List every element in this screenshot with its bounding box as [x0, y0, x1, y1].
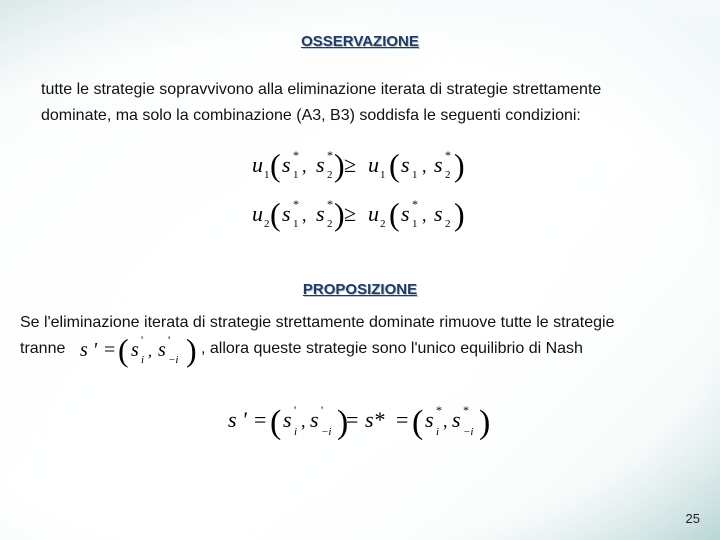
cond2-lparen: (: [270, 196, 281, 232]
cond2-geq: ≥: [344, 201, 357, 226]
cond2-r2: s: [434, 201, 443, 226]
cond2-comma: ,: [302, 205, 307, 225]
inline-b: s: [158, 339, 166, 361]
eq-b: s: [310, 407, 319, 432]
cond2-u: u: [252, 201, 263, 226]
cond1-r1: s: [401, 152, 410, 177]
cond1-s1-sup: *: [293, 148, 299, 162]
eq-star: s*: [365, 407, 385, 432]
cond1-u: u: [252, 152, 263, 177]
equilibrium-formula: [226, 398, 496, 444]
eq-lhs: s ': [228, 407, 247, 432]
observation-line-1: tutte le strategie sopravvivono alla eliminazione iterata di strategie strettamente: [41, 81, 602, 98]
eq-eq1: =: [254, 407, 267, 432]
proposition-line-1: Se l'eliminazione iterata di strategie strettamente dominate rimuove tutte le strategie: [20, 314, 615, 331]
cond1-lparen-right: (: [389, 147, 400, 183]
eq-d-sub: −i: [463, 426, 474, 438]
inline-eq: =: [104, 339, 116, 361]
observation-text: [41, 77, 601, 129]
cond1-rparen: ): [334, 147, 345, 183]
eq-lparen-2: (: [412, 404, 424, 441]
cond2-s1-sub: 1: [293, 218, 299, 230]
cond1-geq: ≥: [344, 152, 357, 177]
cond2-u-right: u: [368, 201, 379, 226]
cond1-u-right-sub: 1: [380, 169, 386, 181]
eq-c-sub: i: [436, 426, 440, 438]
proposition-title: PROPOSIZIONE: [302, 281, 418, 298]
eq-a: s: [283, 407, 292, 432]
eq-rparen-2: ): [479, 404, 491, 441]
inline-formula-svg: [78, 330, 202, 370]
page-number: 25: [685, 511, 700, 526]
equilibrium-formula-svg: [226, 398, 496, 444]
eq-eq2: =: [346, 407, 359, 432]
cond1-rparen-right: ): [454, 147, 465, 183]
eq-c: s: [425, 407, 434, 432]
cond1-s1-sub: 1: [293, 169, 299, 181]
eq-rparen-1: ): [337, 404, 349, 441]
cond1-r1-sub: 1: [412, 169, 418, 181]
cond1-r2: s: [434, 152, 443, 177]
eq-c-sup: *: [436, 403, 442, 417]
cond1-u-right: u: [368, 152, 379, 177]
condition-row-1: [252, 147, 465, 183]
cond2-s2: s: [316, 201, 325, 226]
cond2-s1: s: [282, 201, 291, 226]
cond2-u-sub: 2: [264, 218, 270, 230]
cond2-s1-sup: *: [293, 197, 299, 211]
cond2-rparen-right: ): [454, 196, 465, 232]
cond2-u-right-sub: 2: [380, 218, 386, 230]
eq-a-sub: i: [294, 426, 298, 438]
eq-d-sup: *: [463, 403, 469, 417]
inline-a-sup: ': [141, 333, 144, 347]
cond1-comma-right: ,: [422, 156, 427, 176]
proposition-tranne: tranne: [20, 340, 66, 357]
eq-eq3: =: [396, 407, 409, 432]
inline-comma: ,: [148, 343, 152, 360]
eq-lparen-1: (: [270, 404, 282, 441]
eq-comma-2: ,: [443, 411, 448, 431]
cond1-r2-sub: 2: [445, 169, 451, 181]
cond1-lparen: (: [270, 147, 281, 183]
cond1-r2-sup: *: [445, 148, 451, 162]
inline-b-sup: ': [168, 333, 171, 347]
cond2-rparen: ): [334, 196, 345, 232]
eq-b-sup: ': [321, 403, 324, 417]
eq-b-sub: −i: [321, 426, 332, 438]
cond1-s2-sub: 2: [327, 169, 333, 181]
proposition-after: , allora queste strategie sono l'unico equilibrio di Nash: [201, 340, 583, 357]
cond1-s1: s: [282, 152, 291, 177]
cond1-s2-sup: *: [327, 148, 333, 162]
cond2-r1-sup: *: [412, 197, 418, 211]
cond2-r1-sub: 1: [412, 218, 418, 230]
conditions-svg: [246, 142, 486, 238]
inline-lhs: s ': [80, 339, 98, 361]
cond2-lparen-right: (: [389, 196, 400, 232]
observation-title: OSSERVAZIONE: [301, 33, 419, 50]
inline-b-sub: −i: [168, 354, 179, 366]
inline-a: s: [131, 339, 139, 361]
cond1-u-sub: 1: [264, 169, 270, 181]
cond2-s2-sub: 2: [327, 218, 333, 230]
cond2-r2-sub: 2: [445, 218, 451, 230]
eq-d: s: [452, 407, 461, 432]
cond1-s2: s: [316, 152, 325, 177]
cond2-comma-right: ,: [422, 205, 427, 225]
cond2-r1: s: [401, 201, 410, 226]
condition-row-2: [252, 196, 465, 232]
inline-rparen: ): [186, 332, 197, 368]
inline-formula: [78, 330, 202, 370]
eq-comma-1: ,: [301, 411, 306, 431]
cond2-s2-sup: *: [327, 197, 333, 211]
inline-a-sub: i: [141, 354, 145, 366]
cond1-comma: ,: [302, 156, 307, 176]
conditions-formula: [246, 142, 486, 238]
observation-line-2: dominate, ma solo la combinazione (A3, B3) soddisfa le seguenti condizioni:: [41, 107, 581, 124]
eq-a-sup: ': [294, 403, 297, 417]
inline-lparen: (: [118, 332, 129, 368]
